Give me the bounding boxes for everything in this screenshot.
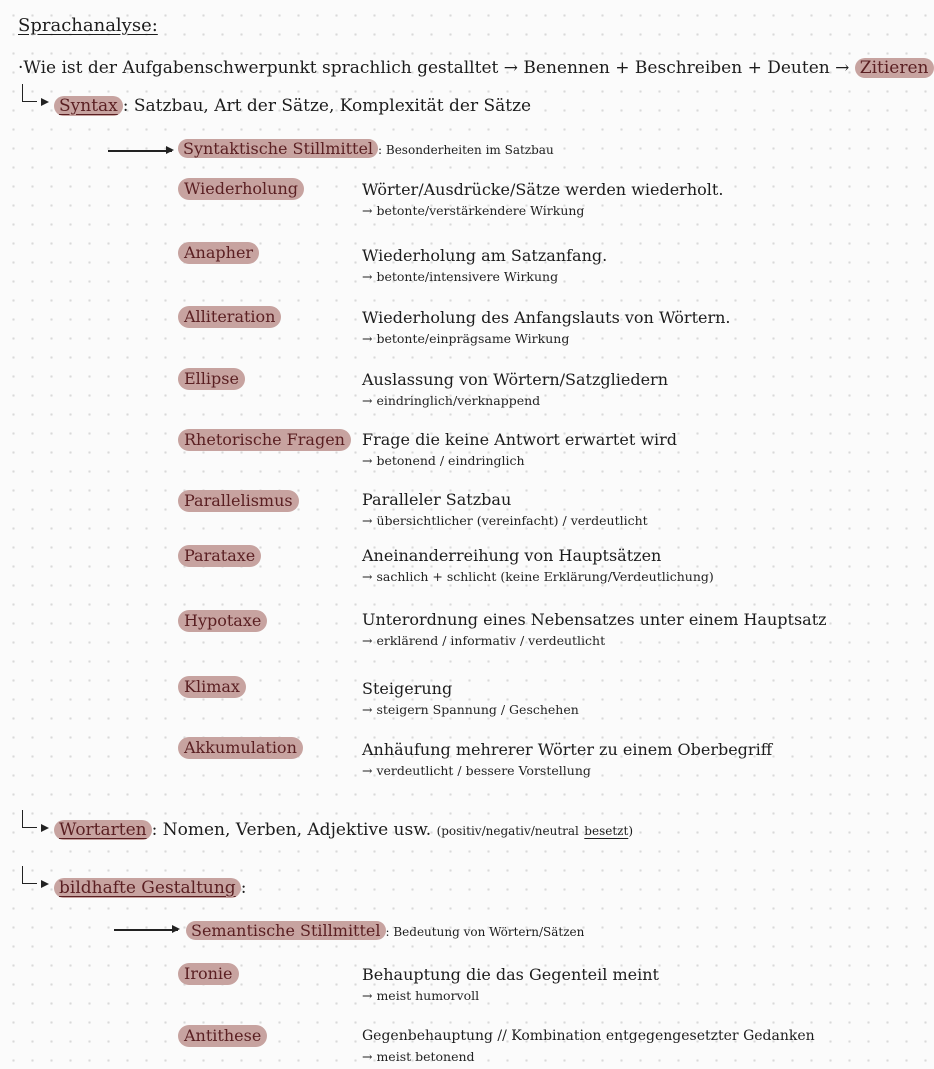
def-klimax: Steigerung (362, 679, 453, 698)
def-parataxe: Aneinanderreihung von Hauptsätzen (362, 546, 662, 565)
effect-ellipse: → eindringlich/verknappend (362, 393, 541, 408)
arrow-syntaktisch (108, 150, 172, 152)
term-akkumulation: Akkumulation (178, 737, 303, 759)
term-klimax: Klimax (178, 676, 246, 698)
bildhaft-colon: : (240, 878, 247, 898)
syntaktische-stilmittel-line (178, 139, 554, 158)
syntaktische-stilmittel-text: : Besonderheiten im Satzbau (378, 143, 554, 157)
term-ellipse: Ellipse (178, 368, 245, 390)
semantische-stilmittel-label: Semantische Stillmittel (186, 921, 386, 940)
branch-arrow-bildhaft (22, 866, 37, 884)
branch-arrow-wortarten (22, 810, 37, 828)
effect-klimax: → steigern Spannung / Geschehen (362, 702, 579, 717)
effect-anapher: → betonte/intensivere Wirkung (362, 269, 559, 284)
wortarten-line (54, 820, 633, 840)
term-parallelismus: Parallelismus (178, 490, 299, 512)
wortarten-label: Wortarten (54, 820, 152, 840)
term-alliteration: Alliteration (178, 306, 281, 328)
def-rhetorische-fragen: Frage die keine Antwort erwartet wird (362, 430, 678, 449)
effect-hypotaxe: → erklärend / informativ / verdeutlicht (362, 633, 606, 648)
def-alliteration: Wiederholung des Anfangslauts von Wörtern. (362, 308, 731, 327)
wortarten-besetzt: besetzt (584, 824, 629, 838)
def-akkumulation: Anhäufung mehrerer Wörter zu einem Oberbegriff (362, 740, 773, 759)
syntax-label: Syntax (54, 96, 123, 116)
page-title: Sprachanalyse: (18, 15, 158, 36)
syntax-text: : Satzbau, Art der Sätze, Komplexität der Sätze (122, 96, 532, 116)
intro-flow: → Benennen + Beschreiben + Deuten → (503, 58, 850, 78)
effect-ironie: → meist humorvoll (362, 988, 480, 1003)
term-antithese: Antithese (178, 1025, 267, 1047)
bildhaft-line (54, 878, 246, 898)
wortarten-text: : Nomen, Verben, Adjektive usw. (151, 820, 432, 840)
intro-cite: Zitieren (855, 58, 934, 78)
def-anapher: Wiederholung am Satzanfang. (362, 246, 608, 265)
def-ellipse: Auslassung von Wörtern/Satzgliedern (362, 370, 668, 389)
term-anapher: Anapher (178, 242, 259, 264)
wortarten-paren-close: ) (628, 824, 633, 838)
term-rhetorische-fragen: Rhetorische Fragen (178, 429, 351, 451)
term-hypotaxe: Hypotaxe (178, 610, 267, 632)
syntax-line (54, 96, 531, 116)
semantische-stilmittel-text: : Bedeutung von Wörtern/Sätzen (385, 925, 585, 939)
effect-parallelismus: → übersichtlicher (vereinfacht) / verdeutlicht (362, 513, 648, 528)
effect-akkumulation: → verdeutlicht / bessere Vorstellung (362, 763, 591, 778)
bildhaft-label: bildhafte Gestaltung (54, 878, 241, 898)
effect-rhetorische-fragen: → betonend / eindringlich (362, 453, 525, 468)
wortarten-paren-open: (positiv/negativ/neutral (436, 824, 579, 838)
semantische-stilmittel-line (186, 921, 584, 940)
effect-alliteration: → betonte/einprägsame Wirkung (362, 331, 570, 346)
syntaktische-stilmittel-label: Syntaktische Stillmittel (178, 139, 378, 158)
term-wiederholung: Wiederholung (178, 178, 304, 200)
intro-line (18, 58, 934, 78)
def-antithese: Gegenbehauptung // Kombination entgegengesetzter Gedanken (362, 1028, 815, 1044)
effect-wiederholung: → betonte/verstärkendere Wirkung (362, 203, 585, 218)
term-parataxe: Parataxe (178, 545, 261, 567)
effect-parataxe: → sachlich + schlicht (keine Erklärung/Verdeutlichung) (362, 569, 714, 584)
def-hypotaxe: Unterordnung eines Nebensatzes unter einem Hauptsatz (362, 610, 827, 629)
term-ironie: Ironie (178, 963, 239, 985)
arrow-semantisch (114, 929, 178, 931)
effect-antithese: → meist betonend (362, 1049, 475, 1064)
def-ironie: Behauptung die das Gegenteil meint (362, 965, 659, 984)
intro-question: ·Wie ist der Aufgabenschwerpunkt sprachlich gestalltet (18, 58, 499, 78)
def-parallelismus: Paralleler Satzbau (362, 490, 512, 509)
def-wiederholung: Wörter/Ausdrücke/Sätze werden wiederholt. (362, 180, 724, 199)
branch-arrow-syntax (22, 84, 37, 102)
